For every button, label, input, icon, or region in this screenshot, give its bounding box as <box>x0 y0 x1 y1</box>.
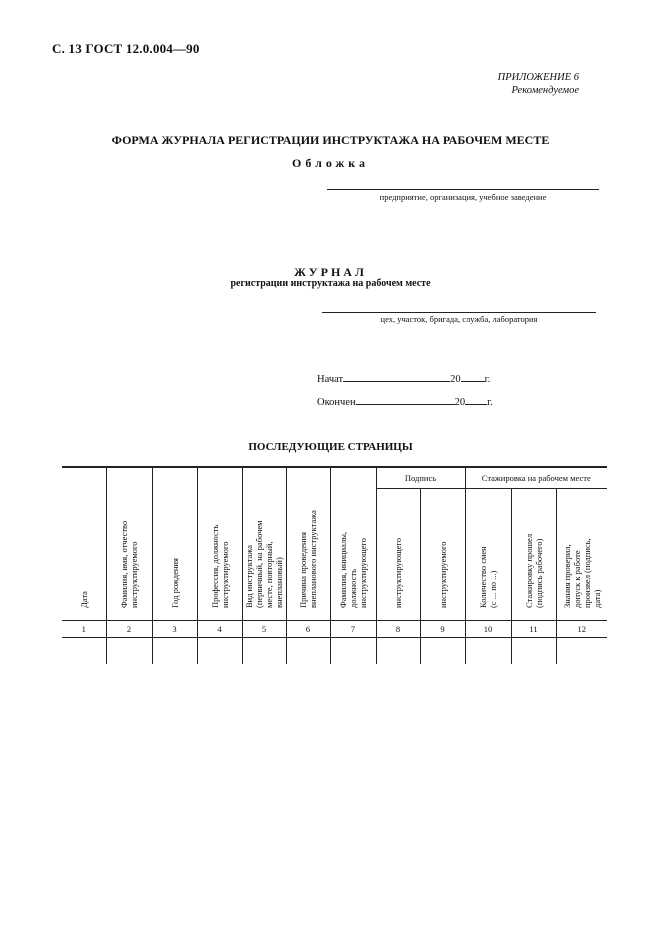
ended-blank <box>356 395 455 405</box>
started-label: Начат <box>317 374 344 385</box>
started-blank <box>343 372 450 382</box>
org-caption: предприятие, организация, учебное заведение <box>379 192 547 202</box>
ended-date-line <box>317 395 493 408</box>
col-header-line: внеплановый) <box>274 557 284 608</box>
table-cell <box>62 638 106 665</box>
col-number: 10 <box>465 621 511 638</box>
journal-title: ЖУРНАЛ <box>294 265 367 279</box>
col-number: 1 <box>62 621 106 638</box>
col-header-line: (с ... по ...) <box>488 570 498 608</box>
table-cell <box>286 638 330 665</box>
started-date-line <box>317 372 490 385</box>
col-header-line: дата) <box>591 589 602 608</box>
col-header-7 <box>330 467 376 621</box>
col-header-line: Дата <box>78 591 89 608</box>
col-number: 9 <box>420 621 465 638</box>
journal-table <box>62 466 607 664</box>
col-number: 2 <box>106 621 152 638</box>
table-row <box>62 638 607 665</box>
col-header-line: допуск к работе <box>571 550 582 608</box>
col-header-11 <box>511 489 556 621</box>
col-number: 5 <box>242 621 286 638</box>
col-number: 11 <box>511 621 556 638</box>
table-cell <box>376 638 420 665</box>
col-header-8 <box>376 489 420 621</box>
col-header-line: должность <box>348 569 358 608</box>
col-header-line: инструктирующего <box>393 538 403 608</box>
col-header-line: Стажировку прошел <box>523 533 534 608</box>
col-number: 6 <box>286 621 330 638</box>
appendix-note: Рекомендуемое <box>511 85 579 96</box>
org-blank-line <box>327 189 599 190</box>
dept-blank-line <box>322 312 596 313</box>
col-header-line: Фамилия, имя, отчество <box>119 520 129 608</box>
col-header-6 <box>286 467 330 621</box>
page-header: С. 13 ГОСТ 12.0.004—90 <box>52 41 200 56</box>
col-header-line: внепланового инструктажа <box>308 510 318 608</box>
ended-label: Окончен <box>317 397 356 408</box>
col-header-2 <box>106 467 152 621</box>
table-cell <box>420 638 465 665</box>
col-header-line: инструктируемого <box>219 541 230 608</box>
col-number: 4 <box>197 621 242 638</box>
table-cell <box>106 638 152 665</box>
col-header-line: месте, повторный, <box>264 541 274 608</box>
col-header-9 <box>420 489 465 621</box>
signature-group-header: Подпись <box>376 467 465 489</box>
table-cell <box>330 638 376 665</box>
ended-year-prefix: 20 <box>454 397 466 408</box>
col-header-line: Количество смен <box>478 546 488 608</box>
dept-caption: цех, участок, бригада, служба, лаборатория <box>380 314 538 324</box>
col-header-3 <box>152 467 197 621</box>
cover-label: Обложка <box>292 156 369 170</box>
journal-subtitle: регистрации инструктажа на рабочем месте <box>230 278 431 289</box>
col-header-1 <box>62 467 106 621</box>
col-header-4 <box>197 467 242 621</box>
appendix-block <box>498 71 579 97</box>
col-number: 12 <box>556 621 607 638</box>
col-header-line: произвел (подпись, <box>581 538 592 608</box>
started-year-suffix: г. <box>484 374 491 385</box>
col-header-line: инструктируемого <box>129 541 139 608</box>
column-numbers-row <box>62 621 607 638</box>
ended-year-suffix: г. <box>487 397 493 408</box>
col-number: 8 <box>376 621 420 638</box>
col-header-line: Вид инструктажа <box>244 545 254 608</box>
internship-group-header: Стажировка на рабочем месте <box>465 467 607 489</box>
col-header-line: Фамилия, инициалы, <box>338 531 348 608</box>
col-header-5 <box>242 467 286 621</box>
col-header-line: (подпись рабочего) <box>533 538 544 608</box>
col-number: 3 <box>152 621 197 638</box>
col-header-10 <box>465 489 511 621</box>
col-header-line: Профессия, должность <box>209 524 220 608</box>
table-cell <box>511 638 556 665</box>
table-cell <box>465 638 511 665</box>
col-header-line: Знания проверил, <box>561 544 572 608</box>
table-cell <box>152 638 197 665</box>
col-header-line: инструктируемого <box>437 541 448 608</box>
col-header-line: (первичный, на рабочем <box>254 520 264 608</box>
col-header-line: Причина проведения <box>298 532 308 608</box>
col-number: 7 <box>330 621 376 638</box>
table-cell <box>556 638 607 665</box>
col-header-line: инструктирующего <box>358 538 368 608</box>
subsequent-pages-title: ПОСЛЕДУЮЩИЕ СТРАНИЦЫ <box>248 441 413 453</box>
appendix-title: ПРИЛОЖЕНИЕ 6 <box>497 72 579 83</box>
started-year-prefix: 20 <box>450 374 461 385</box>
ended-year-blank <box>465 395 487 405</box>
form-title: ФОРМА ЖУРНАЛА РЕГИСТРАЦИИ ИНСТРУКТАЖА НА РАБОЧЕМ МЕСТЕ <box>111 133 550 147</box>
table-cell <box>242 638 286 665</box>
col-header-12 <box>556 489 607 621</box>
started-year-blank <box>461 372 485 382</box>
table-cell <box>197 638 242 665</box>
col-header-line: Год рождения <box>169 558 180 608</box>
